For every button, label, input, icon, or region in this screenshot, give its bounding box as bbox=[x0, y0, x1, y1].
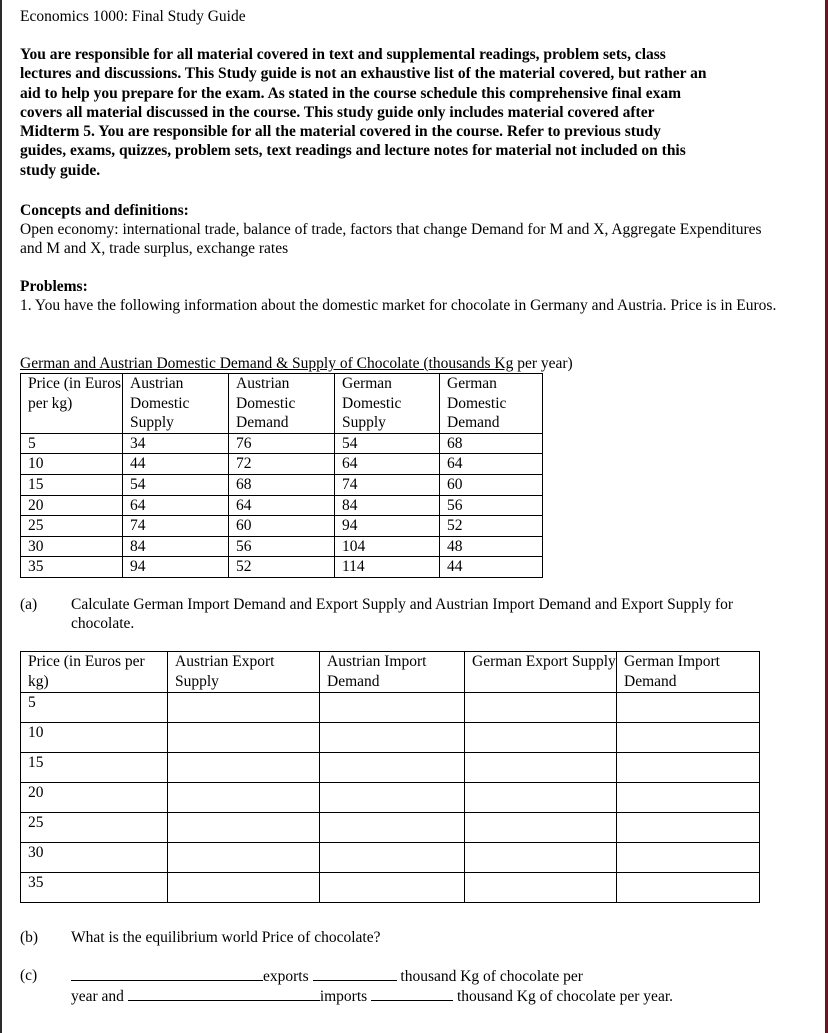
table-row bbox=[21, 474, 543, 495]
table-cell: 104 bbox=[335, 536, 440, 557]
table-cell: 84 bbox=[123, 536, 229, 557]
table-cell: 114 bbox=[335, 557, 440, 578]
answer-cell bbox=[320, 693, 465, 723]
table-cell: 68 bbox=[229, 474, 335, 495]
table-cell: 64 bbox=[229, 495, 335, 516]
table-cell: 72 bbox=[229, 454, 335, 475]
price-cell: 20 bbox=[21, 783, 168, 813]
question-c-line-1 bbox=[71, 966, 583, 986]
column-header: Austrian Domestic Demand bbox=[229, 374, 335, 434]
column-header: Price (in Euros per kg) bbox=[21, 652, 168, 693]
answer-cell bbox=[465, 753, 617, 783]
table-row bbox=[21, 516, 543, 537]
table-cell: 60 bbox=[440, 474, 543, 495]
answer-cell bbox=[465, 723, 617, 753]
answer-cell bbox=[168, 723, 320, 753]
answer-cell bbox=[617, 873, 760, 903]
table-row bbox=[21, 783, 760, 813]
column-header: Austrian Export Supply bbox=[168, 652, 320, 693]
answer-cell bbox=[320, 813, 465, 843]
price-cell: 30 bbox=[21, 843, 168, 873]
intro-line: aid to help you prepare for the exam. As stated in the course schedule this comprehensive final exam bbox=[20, 84, 682, 102]
table-cell: 74 bbox=[123, 516, 229, 537]
table-cell: 74 bbox=[335, 474, 440, 495]
table-row bbox=[21, 433, 543, 454]
imports-word: imports bbox=[319, 988, 368, 1005]
problems-heading: Problems: bbox=[20, 278, 88, 295]
table-cell: 34 bbox=[123, 433, 229, 454]
table-cell: 10 bbox=[21, 454, 123, 475]
demand-supply-table bbox=[20, 373, 543, 578]
answer-cell bbox=[617, 843, 760, 873]
exports-word: exports bbox=[263, 968, 309, 985]
table-row bbox=[21, 495, 543, 516]
table-row bbox=[21, 454, 543, 475]
table-cell: 56 bbox=[229, 536, 335, 557]
answer-cell bbox=[465, 783, 617, 813]
answer-blank bbox=[128, 986, 320, 1001]
answer-blank bbox=[71, 966, 263, 981]
answer-cell bbox=[320, 753, 465, 783]
answer-cell bbox=[617, 813, 760, 843]
table-cell: 48 bbox=[440, 536, 543, 557]
table-cell: 15 bbox=[21, 474, 123, 495]
answer-cell bbox=[320, 873, 465, 903]
table-caption-underlined: German and Austrian Domestic Demand & Supply of Chocolate (thousands Kg bbox=[20, 355, 514, 372]
question-a-label: (a) bbox=[20, 596, 38, 613]
table-cell: 64 bbox=[123, 495, 229, 516]
concepts-heading: Concepts and definitions: bbox=[20, 202, 189, 219]
price-cell: 5 bbox=[21, 693, 168, 723]
year-and-text: year and bbox=[71, 988, 124, 1005]
table-cell: 20 bbox=[21, 495, 123, 516]
question-b-text: What is the equilibrium world Price of chocolate? bbox=[71, 929, 381, 946]
intro-line: covers all material discussed in the course. This study guide only includes material covered after bbox=[20, 103, 655, 121]
question-c-label: (c) bbox=[20, 967, 38, 984]
intro-line: study guide. bbox=[20, 161, 101, 179]
table-cell: 76 bbox=[229, 433, 335, 454]
answer-cell bbox=[168, 843, 320, 873]
answer-cell bbox=[465, 843, 617, 873]
answer-cell bbox=[320, 723, 465, 753]
answer-cell bbox=[168, 783, 320, 813]
table-cell: 44 bbox=[440, 557, 543, 578]
table-cell: 64 bbox=[440, 454, 543, 475]
table-cell: 30 bbox=[21, 536, 123, 557]
table-row bbox=[21, 873, 760, 903]
table-cell: 94 bbox=[123, 557, 229, 578]
column-header: German Domestic Supply bbox=[335, 374, 440, 434]
price-cell: 10 bbox=[21, 723, 168, 753]
intro-line: You are responsible for all material covered in text and supplemental readings, problem sets, class bbox=[20, 46, 666, 63]
answer-cell bbox=[320, 843, 465, 873]
answer-cell bbox=[617, 693, 760, 723]
table-header-row bbox=[21, 652, 760, 693]
table-row bbox=[21, 536, 543, 557]
column-header: German Export Supply bbox=[465, 652, 617, 693]
table-row bbox=[21, 557, 543, 578]
answer-cell bbox=[320, 783, 465, 813]
answer-cell bbox=[168, 693, 320, 723]
unit-text: thousand Kg of chocolate per bbox=[400, 968, 583, 985]
price-cell: 25 bbox=[21, 813, 168, 843]
table-cell: 35 bbox=[21, 557, 123, 578]
answer-cell bbox=[168, 753, 320, 783]
table-cell: 60 bbox=[229, 516, 335, 537]
answer-cell bbox=[465, 693, 617, 723]
answer-cell bbox=[617, 753, 760, 783]
answer-blank bbox=[371, 986, 453, 1001]
document-title: Economics 1000: Final Study Guide bbox=[20, 8, 246, 25]
table-cell: 54 bbox=[335, 433, 440, 454]
answer-cell bbox=[168, 873, 320, 903]
answer-cell bbox=[465, 873, 617, 903]
table-row bbox=[21, 693, 760, 723]
column-header: German Domestic Demand bbox=[440, 374, 543, 434]
question-a-text: Calculate German Import Demand and Export Supply and Austrian Import Demand and Export Supply for chocolate. bbox=[71, 596, 734, 633]
intro-line: lectures and discussions. This Study guide is not an exhaustive list of the material covered, but rather an bbox=[20, 65, 707, 83]
table-cell: 52 bbox=[440, 516, 543, 537]
column-header: Price (in Euros per kg) bbox=[21, 374, 123, 434]
concepts-body: Open economy: international trade, balance of trade, factors that change Demand for M and X, Aggregate Expenditures and M and X, trade surplus, exchange rates bbox=[20, 221, 762, 258]
table-caption bbox=[20, 354, 573, 373]
table-header-row bbox=[21, 374, 543, 434]
table-cell: 25 bbox=[21, 516, 123, 537]
answer-cell bbox=[617, 723, 760, 753]
intro-line: guides, exams, quizzes, problem sets, text readings and lecture notes for material not included on this bbox=[20, 142, 686, 160]
table-cell: 54 bbox=[123, 474, 229, 495]
column-header: German Import Demand bbox=[617, 652, 760, 693]
table-cell: 64 bbox=[335, 454, 440, 475]
table-row bbox=[21, 813, 760, 843]
table-cell: 56 bbox=[440, 495, 543, 516]
table-row bbox=[21, 843, 760, 873]
price-cell: 35 bbox=[21, 873, 168, 903]
column-header: Austrian Import Demand bbox=[320, 652, 465, 693]
table-cell: 5 bbox=[21, 433, 123, 454]
intro-line: Midterm 5. You are responsible for all the material covered in the course. Refer to previous study bbox=[20, 123, 661, 141]
table-cell: 68 bbox=[440, 433, 543, 454]
table-row bbox=[21, 723, 760, 753]
table-cell: 52 bbox=[229, 557, 335, 578]
import-export-table bbox=[20, 651, 760, 903]
question-b-label: (b) bbox=[20, 929, 39, 946]
answer-blank bbox=[313, 966, 397, 981]
question-c-line-2 bbox=[71, 986, 673, 1006]
answer-cell bbox=[168, 813, 320, 843]
table-cell: 44 bbox=[123, 454, 229, 475]
page-left-edge bbox=[0, 0, 2, 1033]
answer-cell bbox=[617, 783, 760, 813]
problem-1-text: 1. You have the following information about the domestic market for chocolate in Germany and Austria. Price is in Euros. bbox=[20, 297, 777, 314]
price-cell: 15 bbox=[21, 753, 168, 783]
answer-cell bbox=[465, 813, 617, 843]
intro-paragraph bbox=[20, 45, 780, 180]
column-header: Austrian Domestic Supply bbox=[123, 374, 229, 434]
table-row bbox=[21, 753, 760, 783]
table-caption-rest: per year) bbox=[513, 355, 573, 372]
table-cell: 94 bbox=[335, 516, 440, 537]
unit-text: thousand Kg of chocolate per year. bbox=[456, 988, 673, 1005]
table-cell: 84 bbox=[335, 495, 440, 516]
